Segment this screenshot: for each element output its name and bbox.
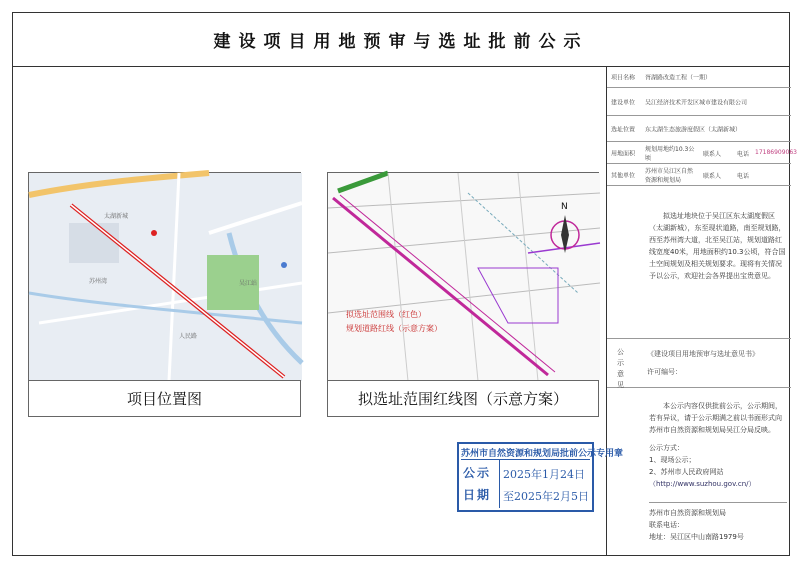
info-value: 苏州市吴江区自然资源和规划局 xyxy=(645,167,694,184)
description-block: 拟选址地块位于吴江区东太湖度假区（太湖新城），东至现状道路，南至规划路，西至苏州湾大道，北至吴江站，规划道路红线宽度40米，用地面积约10.3公顷，符合国土空间规划及相关规划要求。现将有关情况予以公示，欢迎社会各界提出宝贵意见。 xyxy=(649,212,786,280)
notice-text: 本公示内容仅供批前公示，公示期间，若有异议，请于公示期满之前以书面形式向苏州市自然资源和规划局吴江分局反映。 xyxy=(649,402,782,434)
contact-org: 苏州市自然资源和规划局 xyxy=(649,509,726,517)
info-label: 其他单位 xyxy=(611,172,636,179)
phone-label: 电话 xyxy=(737,151,750,158)
info-label: 建设单位 xyxy=(611,99,636,106)
info-label: 选址位置 xyxy=(611,126,636,133)
stamp-divider xyxy=(499,460,500,508)
stamp-date-start: 2025年1月24日 xyxy=(503,468,585,481)
location-map-caption-text: 项目位置图 xyxy=(126,390,202,408)
info-value: 胥湖路改造工程（一期） xyxy=(645,74,712,81)
info-label: 项目名称 xyxy=(611,74,636,81)
location-map-graphic xyxy=(29,173,302,381)
contact-label: 联系人 xyxy=(703,173,722,180)
notice-channels-title: 公示方式： xyxy=(649,444,684,452)
contact-addr: 地址：吴江区中山南路1979号 xyxy=(649,533,744,541)
info-row xyxy=(607,66,791,88)
map-label: 太湖新城 xyxy=(104,213,129,220)
location-map-caption xyxy=(28,380,301,417)
contact-label: 联系人 xyxy=(703,151,722,158)
title-bar xyxy=(12,12,790,67)
redline-map-graphic xyxy=(328,173,600,381)
contact-tel: 联系电话： xyxy=(649,521,684,529)
phone-value: 17186909063 xyxy=(755,149,797,156)
publicity-stamp xyxy=(457,442,624,512)
info-row xyxy=(607,116,791,142)
stamp-label-1: 公示 xyxy=(463,466,492,480)
redline-map-caption-text: 拟选址范围红线图（示意方案） xyxy=(357,390,568,408)
page-title: 建设项目用地预审与选址批前公示 xyxy=(213,32,589,52)
stamp-label-2: 日期 xyxy=(463,488,492,502)
opinion-line1: 《建设项目用地预审与选址意见书》 xyxy=(647,350,759,358)
opinion-label: 公示意见 xyxy=(617,348,624,389)
stamp-date-end: 至2025年2月5日 xyxy=(503,490,589,503)
info-row xyxy=(607,142,797,164)
info-value: 规划用地约10.3公顷 xyxy=(645,145,695,162)
redline-map xyxy=(327,172,599,380)
map-label: 人民路 xyxy=(179,333,198,340)
info-label: 用地面积 xyxy=(611,150,636,157)
map-label: 吴江站 xyxy=(239,280,258,287)
compass-north-icon: N xyxy=(561,202,568,212)
map-legend-2: 规划道路红线（示意方案） xyxy=(346,324,442,333)
notice-url-link[interactable]: （http://www.suzhou.gov.cn/） xyxy=(649,480,756,488)
location-map xyxy=(28,172,301,380)
opinion-row xyxy=(607,338,791,388)
info-value: 吴江经济技术开发区城市建设有限公司 xyxy=(645,99,748,106)
notice-channel-2: 2、苏州市人民政府网站 xyxy=(649,468,724,476)
info-value: 东太湖生态旅游度假区（太湖新城） xyxy=(645,126,742,133)
opinion-line2: 许可编号： xyxy=(647,368,682,376)
phone-label: 电话 xyxy=(737,173,750,180)
map-legend-1: 拟选址范围线（红色） xyxy=(346,310,426,319)
info-row xyxy=(607,88,791,116)
map-label: 苏州湾 xyxy=(89,278,108,285)
contact-block xyxy=(649,502,787,543)
notice-block xyxy=(649,400,787,490)
stamp-title: 苏州市自然资源和规划局批前公示专用章 xyxy=(461,446,590,460)
info-row xyxy=(607,164,791,186)
info-column xyxy=(606,66,797,556)
notice-channel-1: 1、现场公示； xyxy=(649,456,696,464)
redline-map-caption xyxy=(327,380,599,417)
